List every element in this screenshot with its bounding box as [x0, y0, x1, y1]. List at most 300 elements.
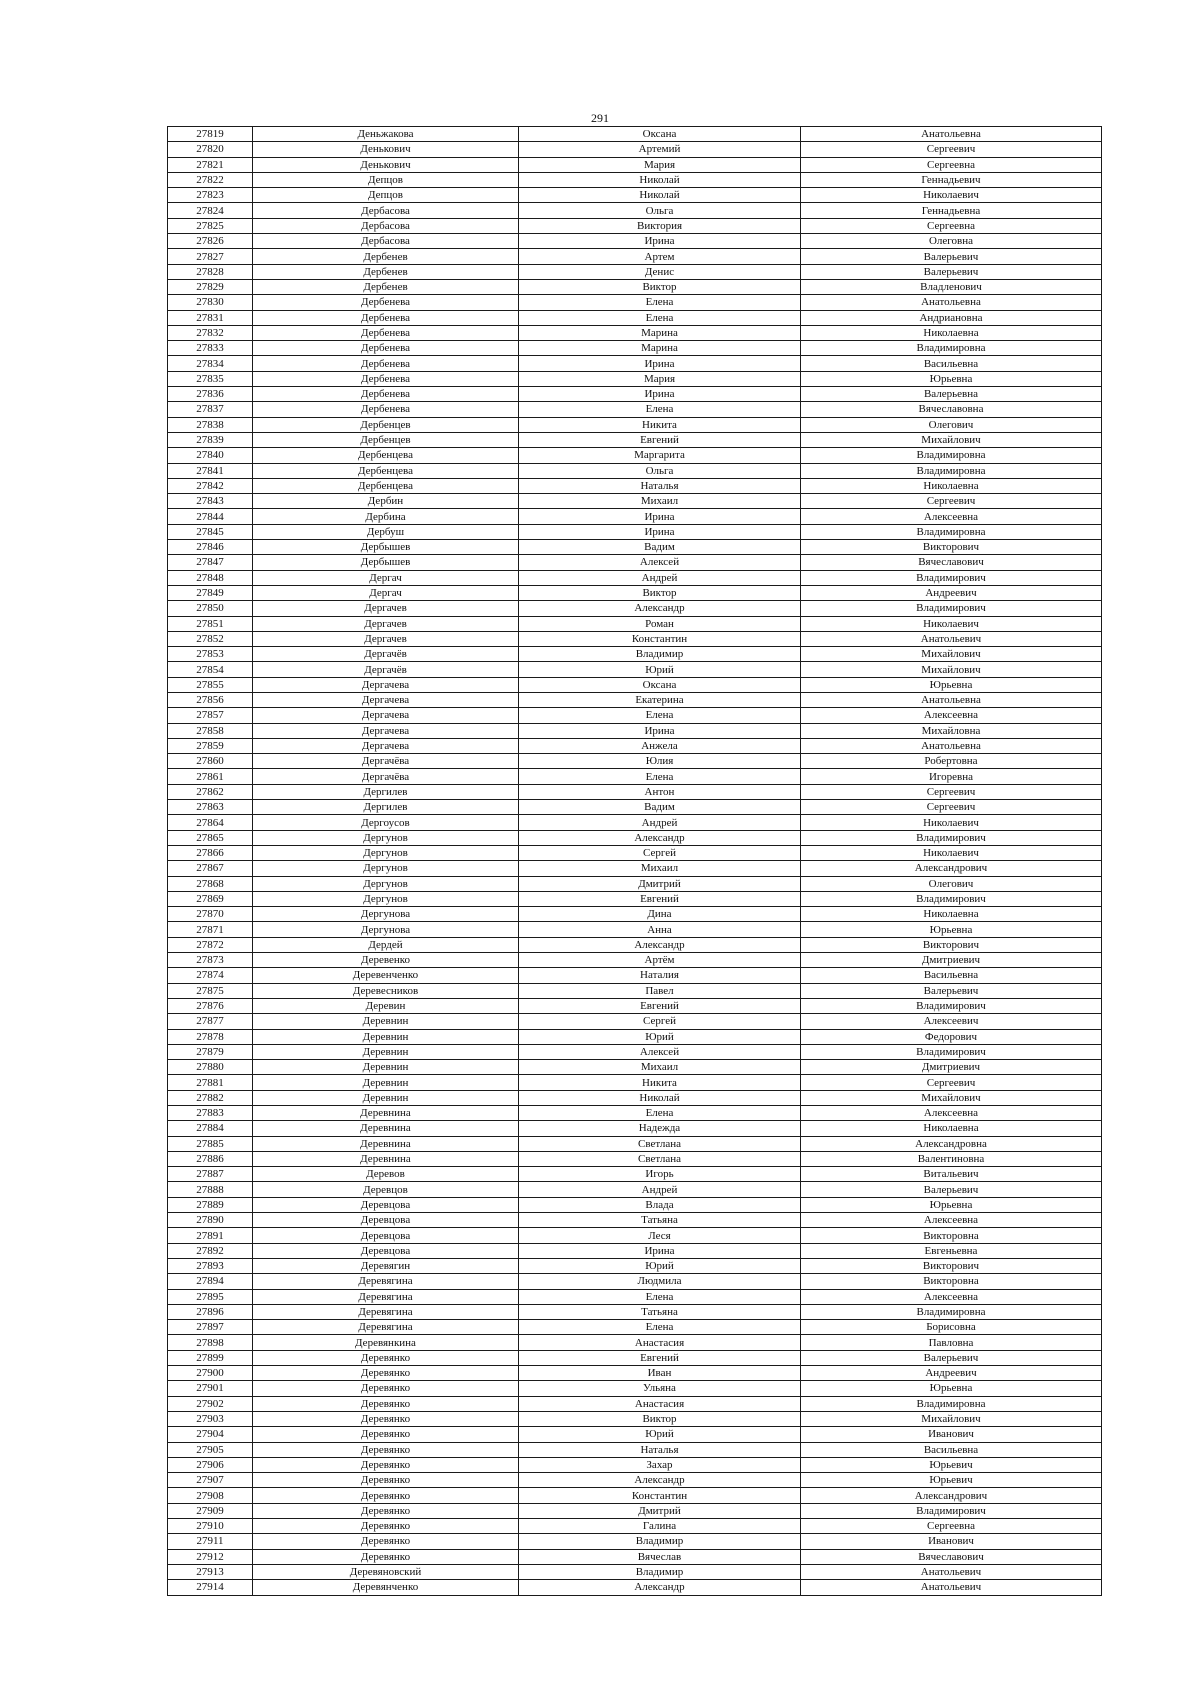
last-name-cell: Деревягин	[253, 1258, 519, 1273]
table-row	[168, 341, 1102, 356]
last-name-cell: Деревцова	[253, 1228, 519, 1243]
table-row	[168, 754, 1102, 769]
patronymic-cell: Алексеевич	[801, 1014, 1102, 1029]
patronymic-cell: Анатольевна	[801, 127, 1102, 142]
record-number-cell: 27907	[168, 1473, 253, 1488]
last-name-cell: Деревнин	[253, 1029, 519, 1044]
table-row	[168, 1473, 1102, 1488]
record-number-cell: 27872	[168, 937, 253, 952]
table-row	[168, 1197, 1102, 1212]
first-name-cell: Андрей	[519, 815, 801, 830]
last-name-cell: Деревнин	[253, 1075, 519, 1090]
record-number-cell: 27894	[168, 1274, 253, 1289]
last-name-cell: Дергачев	[253, 616, 519, 631]
record-number-cell: 27833	[168, 341, 253, 356]
last-name-cell: Деревесников	[253, 983, 519, 998]
table-row	[168, 203, 1102, 218]
record-number-cell: 27900	[168, 1366, 253, 1381]
table-row	[168, 1289, 1102, 1304]
record-number-cell: 27841	[168, 463, 253, 478]
last-name-cell: Дергачёв	[253, 662, 519, 677]
patronymic-cell: Викторовна	[801, 1228, 1102, 1243]
last-name-cell: Дергунов	[253, 876, 519, 891]
table-row	[168, 631, 1102, 646]
last-name-cell: Деревнина	[253, 1121, 519, 1136]
table-row	[168, 1564, 1102, 1579]
first-name-cell: Леся	[519, 1228, 801, 1243]
first-name-cell: Ульяна	[519, 1381, 801, 1396]
patronymic-cell: Николаевич	[801, 616, 1102, 631]
patronymic-cell: Владимирович	[801, 1044, 1102, 1059]
first-name-cell: Татьяна	[519, 1304, 801, 1319]
first-name-cell: Мария	[519, 371, 801, 386]
last-name-cell: Дергунов	[253, 891, 519, 906]
table-row	[168, 1106, 1102, 1121]
last-name-cell: Дергоусов	[253, 815, 519, 830]
first-name-cell: Анастасия	[519, 1335, 801, 1350]
last-name-cell: Деревянко	[253, 1549, 519, 1564]
last-name-cell: Дербенева	[253, 371, 519, 386]
table-row	[168, 371, 1102, 386]
table-row	[168, 264, 1102, 279]
first-name-cell: Антон	[519, 784, 801, 799]
patronymic-cell: Викторович	[801, 937, 1102, 952]
last-name-cell: Деревов	[253, 1167, 519, 1182]
first-name-cell: Николай	[519, 188, 801, 203]
last-name-cell: Дербасова	[253, 234, 519, 249]
first-name-cell: Анастасия	[519, 1396, 801, 1411]
patronymic-cell: Игоревна	[801, 769, 1102, 784]
first-name-cell: Николай	[519, 1090, 801, 1105]
table-row	[168, 1167, 1102, 1182]
last-name-cell: Дербенцева	[253, 448, 519, 463]
first-name-cell: Анна	[519, 922, 801, 937]
last-name-cell: Деревнина	[253, 1151, 519, 1166]
last-name-cell: Деревягина	[253, 1304, 519, 1319]
first-name-cell: Михаил	[519, 861, 801, 876]
table-row	[168, 1534, 1102, 1549]
patronymic-cell: Владимирович	[801, 891, 1102, 906]
patronymic-cell: Борисовна	[801, 1320, 1102, 1335]
table-row	[168, 1457, 1102, 1472]
first-name-cell: Оксана	[519, 677, 801, 692]
patronymic-cell: Валерьевич	[801, 1182, 1102, 1197]
record-number-cell: 27860	[168, 754, 253, 769]
patronymic-cell: Михайлович	[801, 647, 1102, 662]
patronymic-cell: Викторович	[801, 1258, 1102, 1273]
table-row	[168, 1182, 1102, 1197]
first-name-cell: Захар	[519, 1457, 801, 1472]
table-row	[168, 953, 1102, 968]
table-row	[168, 172, 1102, 187]
first-name-cell: Виктор	[519, 279, 801, 294]
first-name-cell: Марина	[519, 341, 801, 356]
patronymic-cell: Владимировна	[801, 341, 1102, 356]
record-number-cell: 27893	[168, 1258, 253, 1273]
record-number-cell: 27820	[168, 142, 253, 157]
patronymic-cell: Юрьевна	[801, 371, 1102, 386]
record-number-cell: 27903	[168, 1411, 253, 1426]
table-row	[168, 738, 1102, 753]
record-number-cell: 27848	[168, 570, 253, 585]
last-name-cell: Дербенев	[253, 249, 519, 264]
last-name-cell: Дергачева	[253, 738, 519, 753]
last-name-cell: Дергунов	[253, 845, 519, 860]
patronymic-cell: Алексеевна	[801, 1213, 1102, 1228]
last-name-cell: Дербуш	[253, 524, 519, 539]
first-name-cell: Павел	[519, 983, 801, 998]
patronymic-cell: Юрьевна	[801, 677, 1102, 692]
record-number-cell: 27914	[168, 1580, 253, 1595]
patronymic-cell: Олегович	[801, 417, 1102, 432]
first-name-cell: Виктор	[519, 1411, 801, 1426]
record-number-cell: 27855	[168, 677, 253, 692]
record-number-cell: 27881	[168, 1075, 253, 1090]
patronymic-cell: Алексеевна	[801, 1289, 1102, 1304]
record-number-cell: 27905	[168, 1442, 253, 1457]
record-number-cell: 27911	[168, 1534, 253, 1549]
first-name-cell: Елена	[519, 295, 801, 310]
patronymic-cell: Александровна	[801, 1136, 1102, 1151]
last-name-cell: Дербина	[253, 509, 519, 524]
table-row	[168, 1151, 1102, 1166]
last-name-cell: Дербенева	[253, 310, 519, 325]
first-name-cell: Юрий	[519, 662, 801, 677]
patronymic-cell: Александрович	[801, 861, 1102, 876]
first-name-cell: Владимир	[519, 647, 801, 662]
last-name-cell: Деревцова	[253, 1213, 519, 1228]
record-number-cell: 27839	[168, 432, 253, 447]
record-number-cell: 27906	[168, 1457, 253, 1472]
patronymic-cell: Иванович	[801, 1427, 1102, 1442]
table-row	[168, 555, 1102, 570]
first-name-cell: Ирина	[519, 509, 801, 524]
last-name-cell: Деревянченко	[253, 1580, 519, 1595]
record-number-cell: 27821	[168, 157, 253, 172]
patronymic-cell: Николаевна	[801, 1121, 1102, 1136]
record-number-cell: 27852	[168, 631, 253, 646]
table-row	[168, 1335, 1102, 1350]
first-name-cell: Дмитрий	[519, 876, 801, 891]
last-name-cell: Денькович	[253, 142, 519, 157]
last-name-cell: Дергунова	[253, 922, 519, 937]
patronymic-cell: Иванович	[801, 1534, 1102, 1549]
record-number-cell: 27882	[168, 1090, 253, 1105]
record-number-cell: 27861	[168, 769, 253, 784]
table-row	[168, 1396, 1102, 1411]
first-name-cell: Людмила	[519, 1274, 801, 1289]
patronymic-cell: Алексеевна	[801, 1106, 1102, 1121]
record-number-cell: 27879	[168, 1044, 253, 1059]
table-row	[168, 1213, 1102, 1228]
table-row	[168, 218, 1102, 233]
first-name-cell: Юлия	[519, 754, 801, 769]
first-name-cell: Юрий	[519, 1029, 801, 1044]
first-name-cell: Александр	[519, 1580, 801, 1595]
table-row	[168, 784, 1102, 799]
table-row	[168, 723, 1102, 738]
first-name-cell: Константин	[519, 1488, 801, 1503]
table-row	[168, 387, 1102, 402]
first-name-cell: Ирина	[519, 387, 801, 402]
table-row	[168, 494, 1102, 509]
table-row	[168, 937, 1102, 952]
table-row	[168, 708, 1102, 723]
first-name-cell: Ирина	[519, 1243, 801, 1258]
record-number-cell: 27865	[168, 830, 253, 845]
table-row	[168, 1427, 1102, 1442]
last-name-cell: Деревянкина	[253, 1335, 519, 1350]
patronymic-cell: Сергеевна	[801, 1519, 1102, 1534]
patronymic-cell: Алексеевна	[801, 509, 1102, 524]
last-name-cell: Деревин	[253, 998, 519, 1013]
record-number-cell: 27862	[168, 784, 253, 799]
table-row	[168, 356, 1102, 371]
record-number-cell: 27847	[168, 555, 253, 570]
first-name-cell: Ирина	[519, 356, 801, 371]
last-name-cell: Дергачев	[253, 631, 519, 646]
last-name-cell: Деревянко	[253, 1381, 519, 1396]
last-name-cell: Дербенцева	[253, 478, 519, 493]
first-name-cell: Денис	[519, 264, 801, 279]
record-number-cell: 27831	[168, 310, 253, 325]
table-row	[168, 524, 1102, 539]
page-number: 291	[591, 111, 609, 125]
record-number-cell: 27901	[168, 1381, 253, 1396]
patronymic-cell: Вячеславович	[801, 555, 1102, 570]
first-name-cell: Николай	[519, 172, 801, 187]
table-row	[168, 830, 1102, 845]
last-name-cell: Дербенева	[253, 341, 519, 356]
first-name-cell: Наталия	[519, 968, 801, 983]
record-number-cell: 27832	[168, 325, 253, 340]
last-name-cell: Деревянко	[253, 1534, 519, 1549]
first-name-cell: Никита	[519, 1075, 801, 1090]
first-name-cell: Вячеслав	[519, 1549, 801, 1564]
first-name-cell: Евгений	[519, 1350, 801, 1365]
first-name-cell: Татьяна	[519, 1213, 801, 1228]
record-number-cell: 27904	[168, 1427, 253, 1442]
record-number-cell: 27824	[168, 203, 253, 218]
table-row	[168, 432, 1102, 447]
record-number-cell: 27898	[168, 1335, 253, 1350]
record-number-cell: 27828	[168, 264, 253, 279]
first-name-cell: Андрей	[519, 1182, 801, 1197]
last-name-cell: Дербенцева	[253, 463, 519, 478]
table-row	[168, 570, 1102, 585]
patronymic-cell: Сергеевич	[801, 800, 1102, 815]
patronymic-cell: Юрьевна	[801, 1381, 1102, 1396]
patronymic-cell: Васильевна	[801, 968, 1102, 983]
record-number-cell: 27858	[168, 723, 253, 738]
table-row	[168, 1243, 1102, 1258]
last-name-cell: Деньжакова	[253, 127, 519, 142]
record-number-cell: 27899	[168, 1350, 253, 1365]
table-row	[168, 1304, 1102, 1319]
record-number-cell: 27892	[168, 1243, 253, 1258]
patronymic-cell: Валерьевна	[801, 387, 1102, 402]
last-name-cell: Дербенева	[253, 402, 519, 417]
record-number-cell: 27844	[168, 509, 253, 524]
table-row	[168, 1549, 1102, 1564]
first-name-cell: Евгений	[519, 891, 801, 906]
table-row	[168, 1519, 1102, 1534]
patronymic-cell: Васильевна	[801, 356, 1102, 371]
first-name-cell: Юрий	[519, 1258, 801, 1273]
record-number-cell: 27885	[168, 1136, 253, 1151]
patronymic-cell: Андреевич	[801, 585, 1102, 600]
patronymic-cell: Андриановна	[801, 310, 1102, 325]
record-number-cell: 27863	[168, 800, 253, 815]
patronymic-cell: Николаевна	[801, 325, 1102, 340]
table-row	[168, 295, 1102, 310]
first-name-cell: Игорь	[519, 1167, 801, 1182]
first-name-cell: Алексей	[519, 555, 801, 570]
table-row	[168, 310, 1102, 325]
last-name-cell: Деревянко	[253, 1442, 519, 1457]
patronymic-cell: Сергеевич	[801, 142, 1102, 157]
table-row	[168, 1014, 1102, 1029]
last-name-cell: Деревянко	[253, 1457, 519, 1472]
record-number-cell: 27864	[168, 815, 253, 830]
last-name-cell: Дербенев	[253, 279, 519, 294]
last-name-cell: Деревянко	[253, 1411, 519, 1426]
first-name-cell: Елена	[519, 1320, 801, 1335]
first-name-cell: Екатерина	[519, 692, 801, 707]
patronymic-cell: Витальевич	[801, 1167, 1102, 1182]
last-name-cell: Дергилев	[253, 784, 519, 799]
patronymic-cell: Анатольевна	[801, 692, 1102, 707]
first-name-cell: Светлана	[519, 1151, 801, 1166]
table-row	[168, 922, 1102, 937]
patronymic-cell: Валерьевич	[801, 983, 1102, 998]
last-name-cell: Дергачёва	[253, 754, 519, 769]
patronymic-cell: Владимировна	[801, 1304, 1102, 1319]
first-name-cell: Елена	[519, 402, 801, 417]
registry-body	[168, 127, 1102, 1596]
table-row	[168, 769, 1102, 784]
first-name-cell: Иван	[519, 1366, 801, 1381]
patronymic-cell: Валентиновна	[801, 1151, 1102, 1166]
patronymic-cell: Сергеевна	[801, 218, 1102, 233]
table-row	[168, 616, 1102, 631]
patronymic-cell: Владимирович	[801, 1503, 1102, 1518]
record-number-cell: 27874	[168, 968, 253, 983]
record-number-cell: 27842	[168, 478, 253, 493]
record-number-cell: 27843	[168, 494, 253, 509]
patronymic-cell: Михайлович	[801, 432, 1102, 447]
table-row	[168, 1442, 1102, 1457]
record-number-cell: 27867	[168, 861, 253, 876]
record-number-cell: 27854	[168, 662, 253, 677]
record-number-cell: 27912	[168, 1549, 253, 1564]
patronymic-cell: Сергеевич	[801, 784, 1102, 799]
first-name-cell: Андрей	[519, 570, 801, 585]
record-number-cell: 27859	[168, 738, 253, 753]
patronymic-cell: Владимировна	[801, 1396, 1102, 1411]
patronymic-cell: Олеговна	[801, 234, 1102, 249]
patronymic-cell: Викторовна	[801, 1274, 1102, 1289]
patronymic-cell: Николаевич	[801, 188, 1102, 203]
first-name-cell: Никита	[519, 417, 801, 432]
table-row	[168, 1488, 1102, 1503]
first-name-cell: Михаил	[519, 494, 801, 509]
record-number-cell: 27846	[168, 540, 253, 555]
first-name-cell: Дина	[519, 907, 801, 922]
table-row	[168, 448, 1102, 463]
first-name-cell: Наталья	[519, 478, 801, 493]
table-row	[168, 1350, 1102, 1365]
last-name-cell: Дербасова	[253, 218, 519, 233]
table-row	[168, 1320, 1102, 1335]
table-row	[168, 1090, 1102, 1105]
last-name-cell: Дербасова	[253, 203, 519, 218]
record-number-cell: 27875	[168, 983, 253, 998]
table-row	[168, 585, 1102, 600]
record-number-cell: 27830	[168, 295, 253, 310]
table-row	[168, 1580, 1102, 1595]
last-name-cell: Деревенченко	[253, 968, 519, 983]
table-row	[168, 1366, 1102, 1381]
table-row	[168, 968, 1102, 983]
last-name-cell: Деревянко	[253, 1519, 519, 1534]
last-name-cell: Деревянко	[253, 1366, 519, 1381]
record-number-cell: 27890	[168, 1213, 253, 1228]
patronymic-cell: Владимирович	[801, 570, 1102, 585]
patronymic-cell: Владимирович	[801, 998, 1102, 1013]
table-row	[168, 142, 1102, 157]
table-row	[168, 891, 1102, 906]
first-name-cell: Мария	[519, 157, 801, 172]
patronymic-cell: Юрьевич	[801, 1457, 1102, 1472]
patronymic-cell: Дмитриевич	[801, 953, 1102, 968]
last-name-cell: Дербышев	[253, 540, 519, 555]
last-name-cell: Деревцова	[253, 1197, 519, 1212]
first-name-cell: Евгений	[519, 432, 801, 447]
record-number-cell: 27823	[168, 188, 253, 203]
record-number-cell: 27891	[168, 1228, 253, 1243]
first-name-cell: Виктория	[519, 218, 801, 233]
record-number-cell: 27895	[168, 1289, 253, 1304]
last-name-cell: Деревнин	[253, 1044, 519, 1059]
record-number-cell: 27870	[168, 907, 253, 922]
last-name-cell: Деревянко	[253, 1350, 519, 1365]
patronymic-cell: Михайлович	[801, 1411, 1102, 1426]
record-number-cell: 27834	[168, 356, 253, 371]
record-number-cell: 27853	[168, 647, 253, 662]
last-name-cell: Деревцов	[253, 1182, 519, 1197]
record-number-cell: 27845	[168, 524, 253, 539]
last-name-cell: Дергачёв	[253, 647, 519, 662]
table-row	[168, 1136, 1102, 1151]
record-number-cell: 27826	[168, 234, 253, 249]
record-number-cell: 27909	[168, 1503, 253, 1518]
record-number-cell: 27876	[168, 998, 253, 1013]
first-name-cell: Сергей	[519, 1014, 801, 1029]
patronymic-cell: Вячеславовна	[801, 402, 1102, 417]
record-number-cell: 27868	[168, 876, 253, 891]
patronymic-cell: Николаевич	[801, 845, 1102, 860]
table-row	[168, 983, 1102, 998]
last-name-cell: Дербенева	[253, 356, 519, 371]
first-name-cell: Анжела	[519, 738, 801, 753]
table-row	[168, 1274, 1102, 1289]
patronymic-cell: Павловна	[801, 1335, 1102, 1350]
last-name-cell: Дергунов	[253, 830, 519, 845]
last-name-cell: Деревенко	[253, 953, 519, 968]
patronymic-cell: Михайлович	[801, 1090, 1102, 1105]
table-row	[168, 662, 1102, 677]
